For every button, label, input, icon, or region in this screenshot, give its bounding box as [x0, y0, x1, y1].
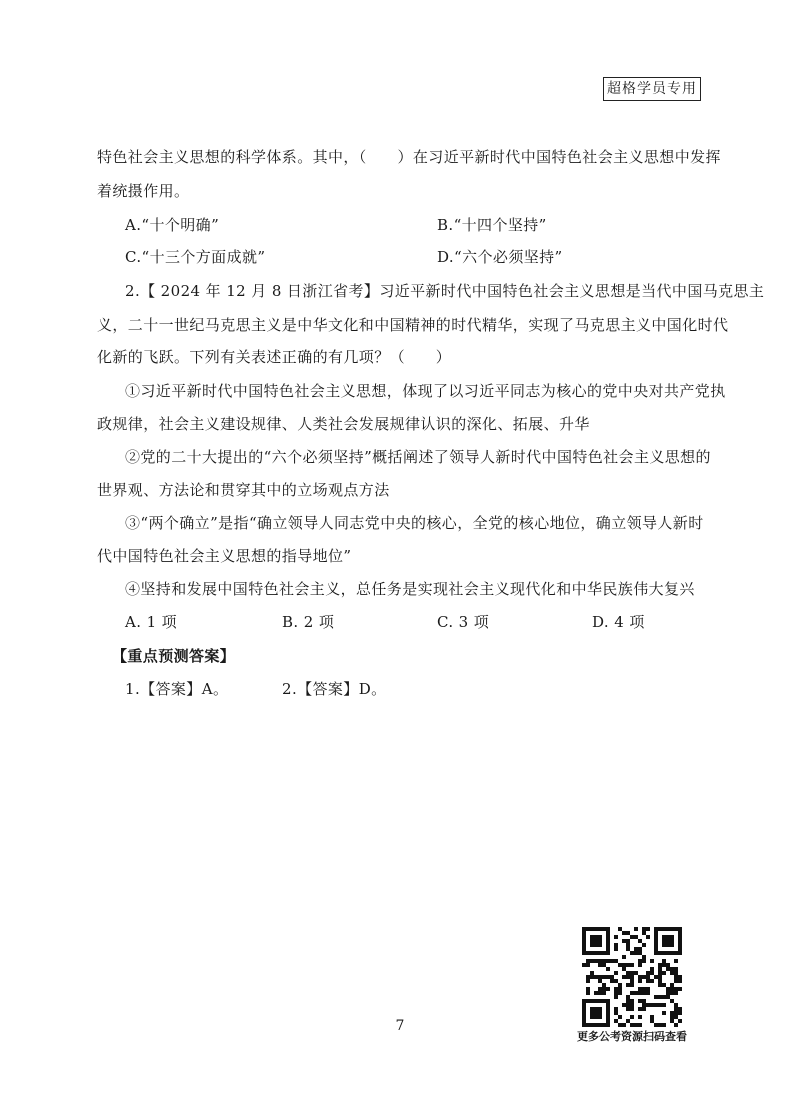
q1-option-c: C.“十三个方面成就” — [125, 248, 266, 266]
q2-option-b: B. 2 项 — [282, 613, 335, 631]
q2-statement-2-line-2: 世界观、方法论和贯穿其中的立场观点方法 — [97, 481, 390, 499]
q2-option-c: C. 3 项 — [437, 613, 490, 631]
qr-code-icon[interactable] — [582, 927, 682, 1027]
answer-1: 1.【答案】A。 — [125, 680, 229, 698]
q2-statement-2-line-1: ②党的二十大提出的“六个必须坚持”概括阐述了领导人新时代中国特色社会主义思想的 — [125, 448, 711, 466]
q2-option-d: D. 4 项 — [592, 613, 645, 631]
q1-option-b: B.“十四个坚持” — [437, 216, 547, 234]
q2-statement-3-line-2: 代中国特色社会主义思想的指导地位” — [97, 547, 352, 565]
q2-stem-line-2: 义，二十一世纪马克思主义是中华文化和中国精神的时代精华，实现了马克思主义中国化时代 — [97, 316, 729, 334]
page-number: 7 — [395, 1018, 405, 1034]
qr-caption: 更多公考资源扫码查看 — [577, 1030, 687, 1043]
q2-statement-1-line-1: ①习近平新时代中国特色社会主义思想，体现了以习近平同志为核心的党中央对共产党执 — [125, 382, 726, 400]
q2-stem-line-1: 2.【 2024 年 12 月 8 日浙江省考】习近平新时代中国特色社会主义思想是当代中国马克思主 — [125, 282, 765, 300]
q2-statement-1-line-2: 政规律，社会主义建设规律、人类社会发展规律认识的深化、拓展、升华 — [97, 415, 590, 433]
member-only-stamp: 超格学员专用 — [603, 77, 701, 101]
q1-option-a: A.“十个明确” — [125, 216, 220, 234]
q2-statement-4: ④坚持和发展中国特色社会主义，总任务是实现社会主义现代化和中华民族伟大复兴 — [125, 580, 695, 598]
q2-statement-3-line-1: ③“两个确立”是指“确立领导人同志党中央的核心，全党的核心地位，确立领导人新时 — [125, 514, 704, 532]
answer-2: 2.【答案】D。 — [282, 680, 387, 698]
answers-heading: 【重点预测答案】 — [112, 647, 236, 665]
q1-stem-line-1: 特色社会主义思想的科学体系。其中，（ ）在习近平新时代中国特色社会主义思想中发挥 — [97, 148, 721, 166]
q2-stem-line-3: 化新的飞跃。下列有关表述正确的有几项？（ ） — [97, 348, 452, 366]
q2-option-a: A. 1 项 — [125, 613, 178, 631]
q1-stem-line-2: 着统摄作用。 — [97, 182, 190, 200]
q1-option-d: D.“六个必须坚持” — [437, 248, 563, 266]
